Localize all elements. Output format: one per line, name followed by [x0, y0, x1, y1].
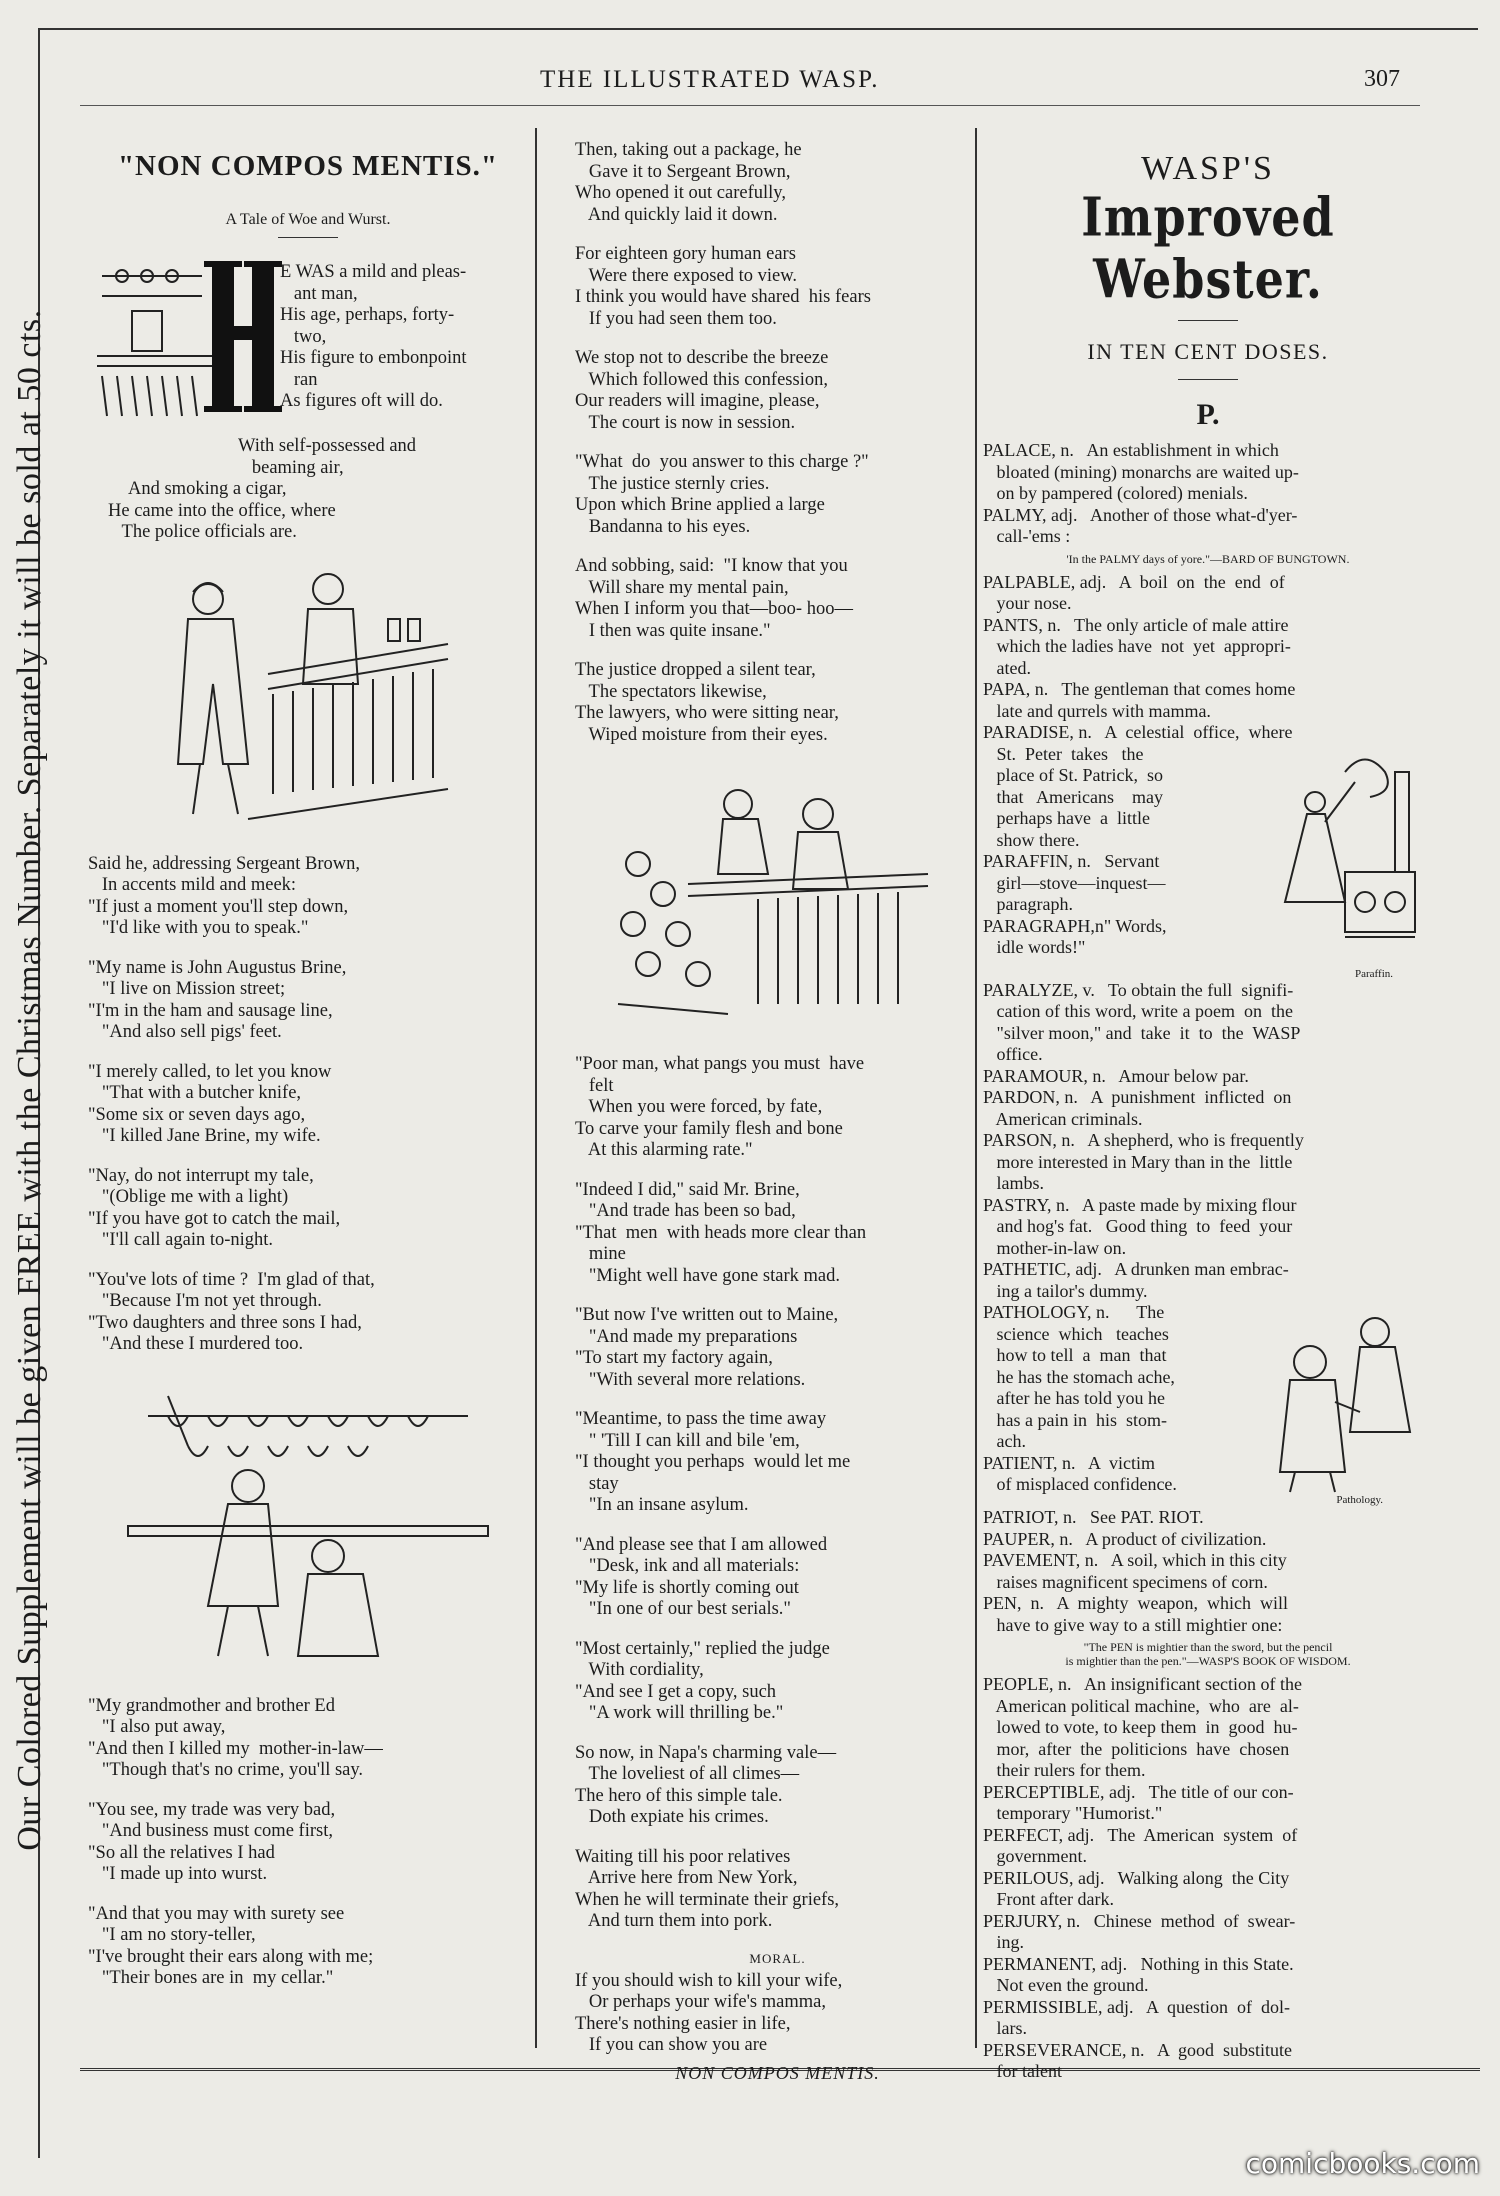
line: "With several more relations. — [575, 1369, 806, 1390]
line: PAVEMENT, n. A soil, which in this city — [983, 1550, 1287, 1570]
line: place of St. Patrick, so — [983, 765, 1163, 785]
divider — [1178, 320, 1238, 321]
stanza — [88, 958, 528, 1044]
entry-pardon — [983, 1087, 1433, 1130]
line: your nose. — [983, 593, 1072, 613]
line: Which followed this confession, — [575, 369, 828, 390]
line: PAUPER, n. A product of civilization. — [983, 1528, 1267, 1549]
dropcap-block — [88, 256, 528, 428]
line: PARAMOUR, n. Amour below par. — [983, 1065, 1249, 1086]
line: ach. — [983, 1431, 1026, 1451]
line: Our readers will imagine, please, — [575, 391, 820, 411]
poem-subtitle: A Tale of Woe and Wurst. — [225, 211, 391, 228]
pathology-block — [983, 1302, 1433, 1507]
watermark: comicbooks.com — [1245, 2147, 1480, 2180]
line: has a pain in his stom- — [983, 1409, 1167, 1430]
line: Upon which Brine applied a large — [575, 495, 825, 515]
entry-perilous — [983, 1868, 1433, 1911]
line: PATIENT, n. A victim — [983, 1452, 1156, 1473]
line: ated. — [983, 657, 1031, 678]
line: "Indeed I did," said Mr. Brine, — [575, 1179, 800, 1200]
line: E WAS a mild and pleas- — [280, 262, 467, 282]
line: In accents mild and meek: — [88, 875, 297, 895]
line: he has the stomach ache, — [983, 1366, 1175, 1387]
line: PEOPLE, n. An insignificant section of the — [983, 1674, 1302, 1694]
entry-people — [983, 1674, 1433, 1782]
line: There's nothing easier in life, — [575, 2013, 791, 2034]
line: We stop not to describe the breeze — [575, 348, 829, 368]
line: "Some six or seven days ago, — [88, 1104, 306, 1125]
entry-pavement — [983, 1550, 1433, 1593]
line: "And that you may with surety see — [88, 1903, 345, 1924]
line: PALACE, n. An establishment in which — [983, 440, 1279, 460]
line: "And also sell pigs' feet. — [88, 1022, 282, 1042]
pathology-caption: Pathology. — [1336, 1494, 1383, 1506]
stanza — [575, 660, 980, 746]
moral-heading: MORAL. — [749, 1950, 806, 1966]
line: "To start my factory again, — [575, 1348, 773, 1368]
entry-permissible — [983, 1997, 1433, 2040]
line: "Might well have gone stark mad. — [575, 1265, 840, 1286]
entry-pathetic — [983, 1259, 1433, 1302]
line: of misplaced confidence. — [983, 1474, 1177, 1494]
line: "My name is John Augustus Brine, — [88, 957, 347, 978]
paraffin-caption: Paraffin. — [1355, 967, 1393, 980]
poem-stanzas-c — [575, 140, 980, 746]
line: "A work will thrilling be." — [575, 1703, 784, 1723]
line: "I also put away, — [88, 1717, 226, 1737]
line: "In an insane asylum. — [575, 1495, 749, 1515]
line: on by pampered (colored) menials. — [983, 483, 1248, 503]
stanza — [88, 1270, 528, 1356]
line: PALPABLE, adj. A boil on the end of — [983, 571, 1285, 592]
line: Waiting till his poor relatives — [575, 1846, 791, 1867]
line: "You've lots of time ? I'm glad of that, — [88, 1269, 375, 1290]
line: When you were forced, by fate, — [575, 1097, 823, 1117]
line: PARDON, n. A punishment inflicted on — [983, 1087, 1292, 1107]
line: after he has told you he — [983, 1388, 1165, 1408]
stanza — [88, 854, 528, 940]
line: PATHOLOGY, n. The — [983, 1302, 1165, 1322]
line: ran — [280, 369, 318, 390]
line: PARAFFIN, n. Servant — [983, 851, 1160, 871]
line: how to tell a man that — [983, 1345, 1167, 1365]
entry-pastry — [983, 1195, 1433, 1260]
stanza — [575, 244, 980, 330]
line: PAPA, n. The gentleman that comes home — [983, 679, 1296, 699]
line: PARADISE, n. A celestial office, where — [983, 722, 1293, 742]
line: Front after dark. — [983, 1889, 1114, 1909]
line: raises magnificent specimens of corn. — [983, 1571, 1268, 1592]
stanza — [88, 1800, 528, 1886]
stanza — [575, 1847, 980, 1933]
entry-perseverance — [983, 2040, 1433, 2083]
poem-opening — [280, 262, 520, 413]
line: If you had seen them too. — [575, 308, 777, 329]
pathology-illustration — [1265, 1302, 1425, 1497]
line: "I merely called, to let you know — [88, 1061, 332, 1082]
line: cation of this word, write a poem on the — [983, 1001, 1293, 1021]
line: The justice sternly cries. — [575, 473, 770, 494]
line: bloated (mining) monarchs are waited up- — [983, 461, 1299, 482]
line: He came into the office, where — [108, 500, 336, 521]
entry-permanent — [983, 1954, 1433, 1997]
line: paragraph. — [983, 894, 1073, 914]
entry-palpable — [983, 572, 1433, 615]
line: Wiped moisture from their eyes. — [575, 724, 828, 745]
publication-title: THE ILLUSTRATED WASP. — [540, 66, 880, 93]
line: As figures oft will do. — [280, 391, 443, 411]
entry-pen — [983, 1593, 1433, 1636]
line: idle words!" — [983, 937, 1086, 957]
entry-palmy — [983, 505, 1433, 548]
line: To carve your family flesh and bone — [575, 1118, 843, 1139]
line: PALMY, adj. Another of those what-d'yer- — [983, 504, 1298, 525]
paraffin-block — [983, 744, 1433, 980]
line: office. — [983, 1044, 1043, 1064]
line: is mightier than the pen."—WASP'S BOOK OF WISDOM. — [1065, 1654, 1351, 1668]
entry-papa — [983, 679, 1433, 722]
line: for talent — [983, 2061, 1062, 2081]
line: "I've brought their ears along with me; — [88, 1946, 374, 1967]
quote-bard: 'In the PALMY days of yore."—BARD OF BUNGTOWN. — [1066, 551, 1350, 566]
line: mor, after the politicions have chosen — [983, 1738, 1290, 1759]
line: When he will terminate their griefs, — [575, 1889, 840, 1910]
divider — [278, 237, 338, 238]
line: The spectators likewise, — [575, 681, 767, 702]
line: And quickly laid it down. — [575, 204, 778, 225]
poem-stanzas-a — [88, 854, 528, 1356]
column-poem-1 — [88, 130, 528, 2040]
illustration-court — [608, 764, 948, 1034]
stanza — [88, 1904, 528, 1990]
line: show there. — [983, 829, 1080, 850]
line: Not even the ground. — [983, 1975, 1149, 1995]
entry-paralyze — [983, 980, 1433, 1066]
line: "silver moon," and take it to the WASP — [983, 1022, 1301, 1043]
line: "I'd like with you to speak." — [88, 918, 309, 938]
line: PERCEPTIBLE, adj. The title of our con- — [983, 1781, 1294, 1802]
line: American criminals. — [983, 1108, 1143, 1129]
line: that Americans may — [983, 786, 1163, 807]
line: two, — [280, 326, 327, 347]
entry-perjury — [983, 1911, 1433, 1954]
line: Gave it to Sergeant Brown, — [575, 161, 791, 182]
line: their rulers for them. — [983, 1760, 1146, 1780]
poem-stanzas-b — [88, 1696, 528, 1990]
line: PERFECT, adj. The American system of — [983, 1824, 1298, 1845]
poem-title: "NON COMPOS MENTIS." — [117, 150, 499, 182]
line: "Because I'm not yet through. — [88, 1291, 322, 1311]
line: American political machine, who are al- — [983, 1695, 1299, 1716]
line: "I'll call again to-night. — [88, 1230, 274, 1250]
line: ing. — [983, 1932, 1025, 1952]
moral-stanza — [575, 1971, 980, 2057]
line: temporary "Humorist." — [983, 1803, 1163, 1823]
paraffin-illustration — [1245, 752, 1425, 967]
line: The hero of this simple tale. — [575, 1785, 783, 1806]
line: mine — [575, 1244, 626, 1264]
stanza — [575, 1639, 980, 1725]
illustration-butcher — [128, 1386, 488, 1676]
line: "I made up into wurst. — [88, 1864, 268, 1884]
column-poem-2 — [575, 140, 980, 2083]
dropcap-h-illustration — [92, 256, 292, 421]
line: The loveliest of all climes— — [575, 1764, 800, 1784]
entry-palace — [983, 440, 1433, 505]
line: For eighteen gory human ears — [575, 244, 796, 264]
line: "That with a butcher knife, — [88, 1083, 302, 1103]
illustration-sergeant — [158, 564, 458, 834]
stanza — [88, 1062, 528, 1148]
line: "Their bones are in my cellar." — [88, 1968, 334, 1988]
line: "What do you answer to this charge ?" — [575, 452, 869, 472]
poem-stanzas-d — [575, 1054, 980, 1933]
line: Were there exposed to view. — [575, 265, 797, 286]
stanza — [575, 556, 980, 642]
line: PEN, n. A mighty weapon, which will — [983, 1593, 1288, 1613]
line: Who opened it out carefully, — [575, 183, 786, 203]
line: When I inform you that—boo- hoo— — [575, 599, 853, 619]
stanza — [575, 1054, 980, 1162]
line: "My grandmother and brother Ed — [88, 1695, 335, 1716]
entry-paramour — [983, 1066, 1433, 1088]
column-webster — [983, 130, 1433, 2081]
line: I then was quite insane." — [575, 620, 771, 641]
line: "I killed Jane Brine, my wife. — [88, 1126, 321, 1146]
stanza — [575, 1305, 980, 1391]
divider — [1178, 379, 1238, 380]
line: "Meantime, to pass the time away — [575, 1409, 827, 1429]
line: "The PEN is mightier than the sword, but the pencil — [1083, 1640, 1333, 1654]
stanza — [88, 1696, 528, 1782]
line: call-'ems : — [983, 526, 1071, 546]
line: "Two daughters and three sons I had, — [88, 1312, 362, 1333]
line: perhaps have a little — [983, 808, 1150, 828]
column-rule-1 — [535, 128, 537, 2048]
line: PERJURY, n. Chinese method of swear- — [983, 1910, 1296, 1931]
line: "And these I murdered too. — [88, 1334, 304, 1354]
line: If you should wish to kill your wife, — [575, 1970, 843, 1991]
line: "That men with heads more clear than — [575, 1222, 867, 1243]
stanza — [575, 452, 980, 538]
entry-perfect — [983, 1825, 1433, 1868]
line: "Desk, ink and all materials: — [575, 1556, 800, 1576]
line: With cordiality, — [575, 1660, 704, 1680]
line: St. Peter takes the — [983, 743, 1144, 764]
line: The justice dropped a silent tear, — [575, 660, 816, 680]
entry-patriot — [983, 1507, 1433, 1529]
improved-webster-title: Improved Webster. — [1081, 185, 1335, 311]
wasps-heading: WASP'S — [1141, 150, 1275, 187]
line: "I'm in the ham and sausage line, — [88, 1000, 333, 1021]
line: ant man, — [280, 283, 358, 304]
line: more interested in Mary than in the little — [983, 1151, 1293, 1172]
entry-pauper — [983, 1529, 1433, 1551]
line: stay — [575, 1473, 619, 1494]
line: His age, perhaps, forty- — [280, 305, 455, 325]
side-banner-text: Our Colored Supplement will be given FREE with the Christmas Number. Separately it will be sold at 50 cts. — [11, 309, 48, 1851]
stanza — [575, 1743, 980, 1829]
line: With self-possessed and — [238, 436, 417, 456]
line: "Though that's no crime, you'll say. — [88, 1760, 364, 1780]
line: government. — [983, 1846, 1087, 1866]
line: "And then I killed my mother-in-law— — [88, 1738, 383, 1759]
entry-parson — [983, 1130, 1433, 1195]
entry-perceptible — [983, 1782, 1433, 1825]
page-number: 307 — [1364, 66, 1400, 92]
line: "You see, my trade was very bad, — [88, 1799, 336, 1820]
line: science which teaches — [983, 1323, 1169, 1344]
line: felt — [575, 1075, 614, 1096]
stanza — [575, 140, 980, 226]
line: lambs. — [983, 1173, 1044, 1193]
line: So now, in Napa's charming vale— — [575, 1742, 837, 1763]
line: mother-in-law on. — [983, 1237, 1127, 1258]
running-head — [80, 66, 1420, 106]
line: Arrive here from New York, — [575, 1868, 798, 1888]
line: PERMISSIBLE, adj. A question of dol- — [983, 1996, 1291, 2017]
line: "And please see that I am allowed — [575, 1534, 828, 1555]
poem-opening-continued — [88, 436, 528, 544]
section-letter: P. — [1196, 398, 1220, 431]
line: PERSEVERANCE, n. A good substitute — [983, 2039, 1293, 2060]
line: "If you have got to catch the mail, — [88, 1208, 341, 1229]
line: "And see I get a copy, such — [575, 1681, 777, 1702]
moral-signature: NON COMPOS MENTIS. — [675, 2062, 880, 2083]
side-banner — [2, 40, 58, 2120]
line: "In one of our best serials." — [575, 1599, 791, 1619]
line: PERILOUS, adj. Walking along the City — [983, 1867, 1290, 1888]
line: "And trade has been so bad, — [575, 1201, 796, 1221]
line: girl—stove—inquest— — [983, 872, 1166, 893]
line: PANTS, n. The only article of male attire — [983, 614, 1289, 635]
line: "And business must come first, — [88, 1821, 333, 1841]
line: The lawyers, who were sitting near, — [575, 703, 839, 723]
quote-wisdom — [983, 1640, 1433, 1668]
stanza — [575, 1180, 980, 1288]
line: The police officials are. — [108, 522, 297, 542]
line: have to give way to a still mightier one: — [983, 1614, 1283, 1635]
line: At this alarming rate." — [575, 1140, 753, 1160]
stanza — [575, 348, 980, 434]
line: "My life is shortly coming out — [575, 1577, 799, 1598]
line: Bandanna to his eyes. — [575, 516, 751, 537]
line: "Most certainly," replied the judge — [575, 1638, 830, 1659]
line: Will share my mental pain, — [575, 577, 789, 598]
line: late and qurrels with mamma. — [983, 700, 1211, 721]
line: "So all the relatives I had — [88, 1842, 275, 1863]
line: "Nay, do not interrupt my tale, — [88, 1165, 314, 1186]
line: "(Oblige me with a light) — [88, 1187, 289, 1207]
line: ing a tailor's dummy. — [983, 1280, 1148, 1301]
line: The court is now in session. — [575, 412, 796, 433]
line: And turn them into pork. — [575, 1911, 773, 1931]
line: lars. — [983, 2018, 1027, 2038]
line: PERMANENT, adj. Nothing in this State. — [983, 1953, 1294, 1974]
line: If you can show you are — [575, 2035, 768, 2055]
line: which the ladies have not yet appropri- — [983, 636, 1291, 656]
line: "I live on Mission street; — [88, 979, 286, 999]
line: His figure to embonpoint — [280, 348, 467, 368]
line: "And made my preparations — [575, 1326, 798, 1347]
ten-cent-doses: IN TEN CENT DOSES. — [1087, 339, 1329, 364]
stanza — [88, 1166, 528, 1252]
line: " 'Till I can kill and bile 'em, — [575, 1430, 800, 1451]
stanza — [575, 1409, 980, 1517]
line: "I am no story-teller, — [88, 1925, 256, 1945]
line: PARSON, n. A shepherd, who is frequently — [983, 1130, 1304, 1150]
line: I think you would have shared his fears — [575, 287, 871, 307]
line: "I thought you perhaps would let me — [575, 1452, 851, 1472]
line: PATRIOT, n. See PAT. RIOT. — [983, 1507, 1204, 1527]
entry-pants — [983, 615, 1433, 680]
line: Or perhaps your wife's mamma, — [575, 1992, 826, 2012]
entry-paradise — [983, 722, 1433, 744]
line: PATHETIC, adj. A drunken man embrac- — [983, 1259, 1289, 1279]
line: and hog's fat. Good thing to feed your — [983, 1216, 1293, 1236]
line: Doth expiate his crimes. — [575, 1807, 769, 1827]
line: PARALYZE, v. To obtain the full signifi- — [983, 979, 1294, 1000]
line: "But now I've written out to Maine, — [575, 1305, 839, 1325]
line: And smoking a cigar, — [128, 479, 287, 499]
line: lowed to vote, to keep them in good hu- — [983, 1717, 1298, 1737]
line: "Poor man, what pangs you must have — [575, 1054, 865, 1074]
line: PASTRY, n. A paste made by mixing flour — [983, 1194, 1297, 1215]
line: "If just a moment you'll step down, — [88, 896, 349, 917]
line: And sobbing, said: "I know that you — [575, 556, 848, 576]
line: beaming air, — [238, 457, 344, 478]
stanza — [575, 1535, 980, 1621]
line: Said he, addressing Sergeant Brown, — [88, 853, 360, 874]
line: Then, taking out a package, he — [575, 140, 802, 160]
line: PARAGRAPH,n" Words, — [983, 915, 1167, 936]
